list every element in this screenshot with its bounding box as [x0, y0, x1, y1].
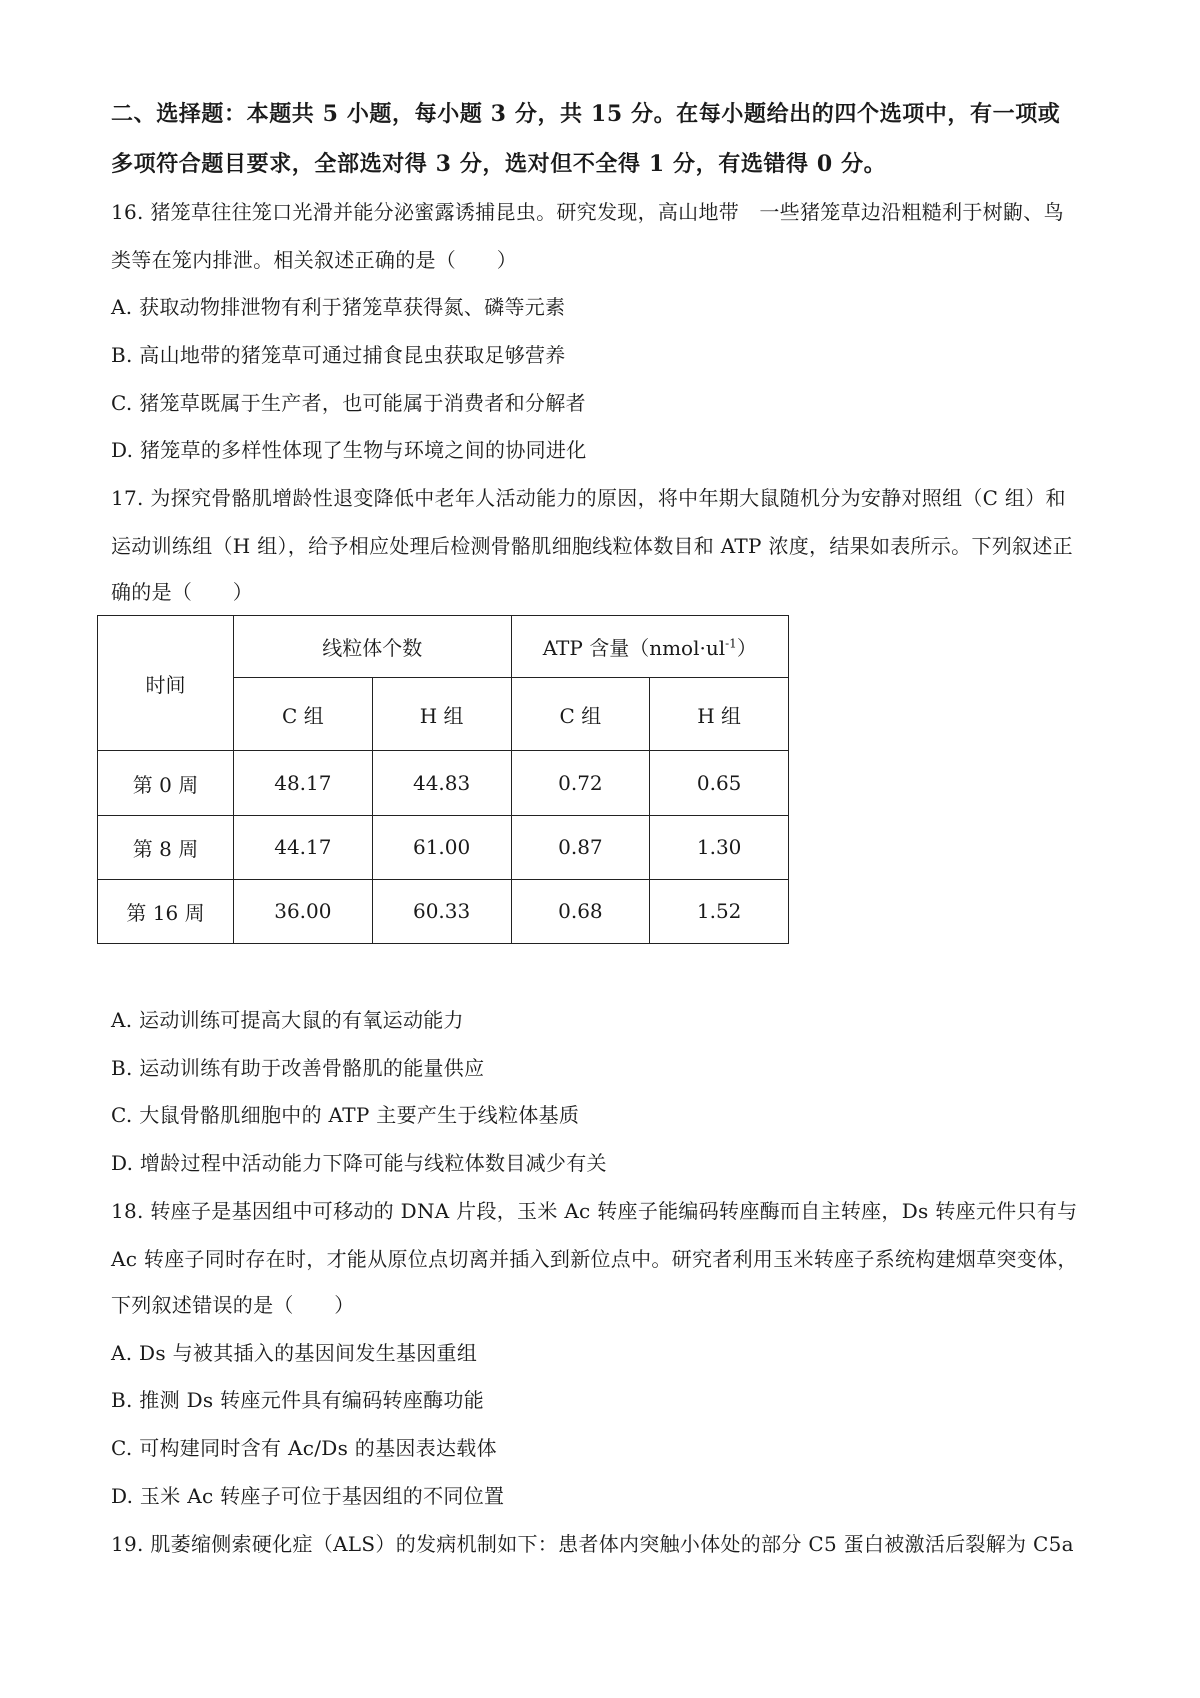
- q17-option-c: C. 大鼠骨骼肌细胞中的 ATP 主要产生于线粒体基质: [111, 1103, 580, 1127]
- table-cell-mito-c: 36.00: [234, 879, 373, 943]
- q16-stem-line-2: 类等在笼内排泄。相关叙述正确的是（ ）: [111, 248, 517, 272]
- q16-option-c: C. 猪笼草既属于生产者，也可能属于消费者和分解者: [111, 391, 586, 415]
- table-subheader-atp-c: C 组: [511, 678, 650, 751]
- table-cell-atp-h: 1.52: [650, 879, 789, 943]
- q18-stem-line-3: 下列叙述错误的是（ ）: [111, 1293, 355, 1317]
- table-cell-time: 第 0 周: [98, 751, 234, 815]
- table-cell-atp-c: 0.72: [511, 751, 650, 815]
- q17-stem-line-1: 17. 为探究骨骼肌增龄性退变降低中老年人活动能力的原因，将中年期大鼠随机分为安静对照组（C 组）和: [111, 486, 1066, 510]
- table-subheader-atp-h: H 组: [650, 678, 789, 751]
- table-cell-mito-c: 44.17: [234, 815, 373, 879]
- q17-stem-line-2: 运动训练组（H 组），给予相应处理后检测骨骼肌细胞线粒体数目和 ATP 浓度，结果如表所示。下列叙述正: [111, 534, 1073, 558]
- table-row: [98, 815, 789, 879]
- section-title-line-1: 二、选择题：本题共 5 小题，每小题 3 分，共 15 分。在每小题给出的四个选项中，有一项或: [111, 101, 1061, 127]
- q17-option-b: B. 运动训练有助于改善骨骼肌的能量供应: [111, 1056, 485, 1080]
- q18-option-d: D. 玉米 Ac 转座子可位于基因组的不同位置: [111, 1484, 505, 1508]
- q18-option-c: C. 可构建同时含有 Ac/Ds 的基因表达载体: [111, 1436, 497, 1460]
- q17-stem-line-3: 确的是（ ）: [111, 580, 254, 604]
- q16-stem-line-1: 16. 猪笼草往往笼口光滑并能分泌蜜露诱捕昆虫。研究发现，高山地带 一些猪笼草边沿粗糙利于树鼩、鸟: [111, 200, 1064, 224]
- section-title-line-2: 多项符合题目要求，全部选对得 3 分，选对但不全得 1 分，有选错得 0 分。: [111, 151, 887, 177]
- q18-stem-line-2: Ac 转座子同时存在时，才能从原位点切离并插入到新位点中。研究者利用玉米转座子系统构建烟草突变体，: [111, 1247, 1078, 1271]
- table-row: [98, 751, 789, 815]
- table-header-row: [98, 616, 789, 678]
- table-header-time: 时间: [98, 616, 234, 751]
- q19-stem-line-1: 19. 肌萎缩侧索硬化症（ALS）的发病机制如下：患者体内突触小体处的部分 C5 蛋白被激活后裂解为 C5a: [111, 1532, 1074, 1556]
- table-subheader-mito-c: C 组: [234, 678, 373, 751]
- q16-option-b: B. 高山地带的猪笼草可通过捕食昆虫获取足够营养: [111, 343, 566, 367]
- table-header-atp-sup: -1: [725, 636, 737, 651]
- table-header-mitochondria: 线粒体个数: [234, 616, 512, 678]
- table-cell-atp-c: 0.87: [511, 815, 650, 879]
- q18-option-b: B. 推测 Ds 转座元件具有编码转座酶功能: [111, 1388, 485, 1412]
- table-header-atp-end: ）: [736, 636, 757, 661]
- table-header-atp-label: ATP 含量（nmol·ul: [542, 636, 726, 661]
- table-header-atp: [511, 616, 789, 678]
- table-cell-mito-h: 61.00: [372, 815, 511, 879]
- q17-option-d: D. 增龄过程中活动能力下降可能与线粒体数目减少有关: [111, 1151, 607, 1175]
- table-cell-mito-c: 48.17: [234, 751, 373, 815]
- q18-stem-line-1: 18. 转座子是基因组中可移动的 DNA 片段，玉米 Ac 转座子能编码转座酶而自主转座，Ds 转座元件只有与: [111, 1199, 1078, 1223]
- q17-option-a: A. 运动训练可提高大鼠的有氧运动能力: [111, 1008, 464, 1032]
- table-cell-time: 第 16 周: [98, 879, 234, 943]
- q18-option-a: A. Ds 与被其插入的基因间发生基因重组: [111, 1341, 478, 1365]
- q17-data-table: [97, 615, 789, 944]
- table-cell-atp-c: 0.68: [511, 879, 650, 943]
- table-cell-atp-h: 0.65: [650, 751, 789, 815]
- table-cell-time: 第 8 周: [98, 815, 234, 879]
- table-cell-mito-h: 60.33: [372, 879, 511, 943]
- table-subheader-mito-h: H 组: [372, 678, 511, 751]
- q16-option-a: A. 获取动物排泄物有利于猪笼草获得氮、磷等元素: [111, 295, 566, 319]
- table-cell-mito-h: 44.83: [372, 751, 511, 815]
- q16-option-d: D. 猪笼草的多样性体现了生物与环境之间的协同进化: [111, 438, 587, 462]
- table-row: [98, 879, 789, 943]
- table-cell-atp-h: 1.30: [650, 815, 789, 879]
